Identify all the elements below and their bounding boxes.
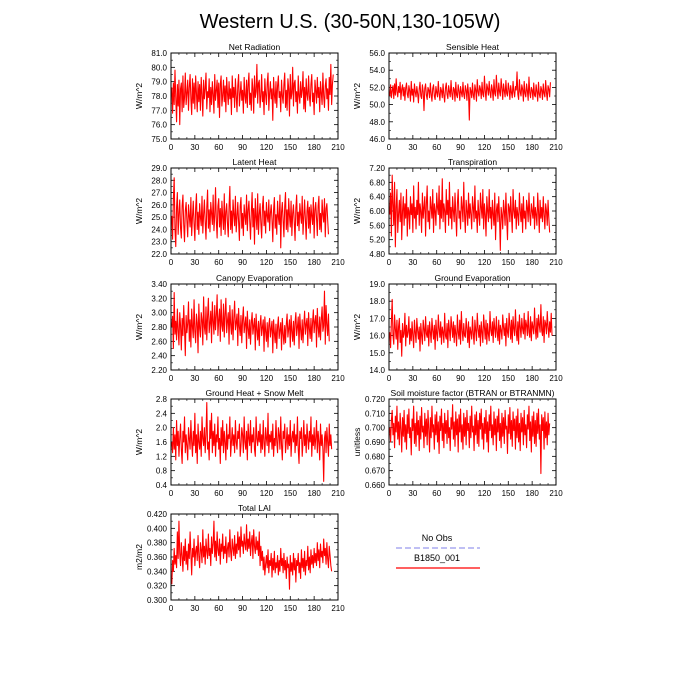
x-tick-label: 0 bbox=[386, 489, 392, 498]
x-tick-label: 30 bbox=[190, 489, 200, 498]
y-tick-label: 5.60 bbox=[369, 221, 385, 231]
x-tick-label: 0 bbox=[386, 143, 392, 152]
series-line-0 bbox=[172, 64, 333, 124]
x-tick-label: 30 bbox=[408, 258, 418, 267]
x-tick-label: 90 bbox=[238, 258, 248, 267]
panel-title: Canopy Evaporation bbox=[215, 273, 294, 283]
y-tick-label: 24.0 bbox=[151, 225, 167, 235]
x-tick-label: 30 bbox=[190, 143, 200, 152]
y-tick-label: 0.420 bbox=[146, 510, 167, 519]
x-tick-label: 90 bbox=[456, 143, 466, 152]
chart-panel-2 bbox=[134, 157, 345, 267]
y-tick-label: 4.80 bbox=[369, 250, 385, 259]
y-axis-label: W/m^2 bbox=[134, 428, 144, 456]
y-tick-label: 75.0 bbox=[151, 135, 167, 144]
y-tick-label: 3.00 bbox=[151, 308, 167, 318]
x-tick-label: 150 bbox=[283, 374, 297, 383]
y-tick-label: 0.4 bbox=[155, 481, 167, 490]
panel-title: Total LAI bbox=[237, 503, 272, 513]
series-line-0 bbox=[390, 175, 550, 250]
y-axis-label: W/m^2 bbox=[134, 313, 144, 341]
x-tick-label: 0 bbox=[386, 374, 392, 383]
chart-panel-0 bbox=[134, 42, 345, 152]
y-tick-label: 2.0 bbox=[155, 423, 167, 433]
x-tick-label: 120 bbox=[477, 258, 492, 267]
chart-panel-8 bbox=[134, 503, 345, 613]
x-tick-label: 210 bbox=[331, 374, 345, 383]
y-tick-label: 19.0 bbox=[369, 280, 385, 289]
y-tick-label: 3.40 bbox=[151, 280, 167, 289]
y-axis-label: m2/m2 bbox=[134, 544, 144, 570]
y-tick-label: 27.0 bbox=[151, 188, 167, 198]
series-line-0 bbox=[172, 178, 329, 248]
y-tick-label: 5.20 bbox=[369, 235, 385, 245]
series-line-0 bbox=[390, 72, 551, 120]
x-tick-label: 90 bbox=[238, 143, 248, 152]
chart-panel-7 bbox=[352, 388, 563, 498]
x-tick-label: 180 bbox=[525, 258, 539, 267]
y-tick-label: 2.80 bbox=[151, 323, 167, 332]
y-tick-label: 56.0 bbox=[369, 49, 385, 58]
y-tick-label: 0.690 bbox=[364, 438, 385, 447]
x-tick-label: 90 bbox=[238, 374, 248, 383]
x-tick-label: 0 bbox=[168, 374, 174, 383]
x-tick-label: 210 bbox=[331, 604, 345, 613]
y-tick-label: 6.40 bbox=[369, 192, 385, 202]
y-tick-label: 17.0 bbox=[369, 314, 385, 324]
x-tick-label: 0 bbox=[168, 489, 174, 498]
y-axis-label: W/m^2 bbox=[352, 82, 362, 110]
x-tick-label: 150 bbox=[501, 374, 515, 383]
y-axis-label: W/m^2 bbox=[352, 313, 362, 341]
x-tick-label: 30 bbox=[190, 604, 200, 613]
x-tick-label: 60 bbox=[432, 258, 442, 267]
legend bbox=[396, 533, 480, 568]
x-tick-label: 180 bbox=[525, 489, 539, 498]
y-tick-label: 23.0 bbox=[151, 237, 167, 247]
panel-title: Ground Heat + Snow Melt bbox=[205, 388, 304, 398]
y-tick-label: 1.6 bbox=[155, 438, 167, 447]
legend-label-model: B1850_001 bbox=[413, 553, 461, 563]
y-tick-label: 79.0 bbox=[151, 77, 167, 87]
y-tick-label: 77.0 bbox=[151, 106, 167, 116]
chart-panel-5 bbox=[352, 273, 563, 383]
y-tick-label: 1.2 bbox=[155, 452, 167, 462]
panel-title: Sensible Heat bbox=[446, 42, 499, 52]
panel-title: Transpiration bbox=[447, 157, 498, 167]
figure-title: Western U.S. (30-50N,130-105W) bbox=[199, 11, 501, 33]
x-tick-label: 120 bbox=[259, 258, 274, 267]
y-tick-label: 0.700 bbox=[364, 423, 385, 433]
chart-panel-6 bbox=[134, 388, 345, 498]
x-tick-label: 150 bbox=[501, 489, 515, 498]
panel-title: Ground Evaporation bbox=[434, 273, 511, 283]
x-tick-label: 60 bbox=[214, 604, 224, 613]
y-tick-label: 2.40 bbox=[151, 351, 167, 361]
x-tick-label: 210 bbox=[549, 374, 563, 383]
y-tick-label: 0.710 bbox=[364, 409, 385, 419]
y-tick-label: 14.0 bbox=[369, 366, 385, 375]
x-tick-label: 30 bbox=[190, 258, 200, 267]
x-tick-label: 60 bbox=[432, 143, 442, 152]
chart-panels bbox=[134, 42, 563, 613]
x-tick-label: 180 bbox=[307, 489, 321, 498]
y-tick-label: 80.0 bbox=[151, 63, 167, 73]
panel-title: Net Radiation bbox=[228, 42, 281, 52]
x-tick-label: 150 bbox=[501, 143, 515, 152]
y-tick-label: 26.0 bbox=[151, 200, 167, 210]
series-line-0 bbox=[390, 299, 552, 356]
y-tick-label: 0.680 bbox=[364, 452, 385, 462]
y-tick-label: 28.0 bbox=[151, 176, 167, 186]
chart-panel-1 bbox=[352, 42, 563, 152]
x-tick-label: 180 bbox=[307, 604, 321, 613]
y-axis-label: unitless bbox=[352, 427, 362, 457]
x-tick-label: 30 bbox=[190, 374, 200, 383]
x-tick-label: 0 bbox=[168, 258, 174, 267]
y-tick-label: 22.0 bbox=[151, 250, 167, 259]
x-tick-label: 180 bbox=[307, 143, 321, 152]
y-axis-label: W/m^2 bbox=[134, 197, 144, 225]
x-tick-label: 90 bbox=[456, 489, 466, 498]
x-tick-label: 60 bbox=[214, 258, 224, 267]
y-tick-label: 29.0 bbox=[151, 164, 167, 173]
x-tick-label: 90 bbox=[238, 604, 248, 613]
x-tick-label: 150 bbox=[283, 489, 297, 498]
x-tick-label: 90 bbox=[238, 489, 248, 498]
y-tick-label: 0.670 bbox=[364, 466, 385, 476]
x-tick-label: 90 bbox=[456, 258, 466, 267]
chart-panel-3 bbox=[352, 157, 563, 267]
y-tick-label: 0.8 bbox=[155, 466, 167, 476]
panel-title: Latent Heat bbox=[232, 157, 277, 167]
x-tick-label: 150 bbox=[283, 604, 297, 613]
x-tick-label: 0 bbox=[386, 258, 392, 267]
y-tick-label: 46.0 bbox=[369, 135, 385, 144]
y-tick-label: 0.720 bbox=[364, 395, 385, 404]
x-tick-label: 180 bbox=[525, 143, 539, 152]
y-tick-label: 76.0 bbox=[151, 120, 167, 130]
x-tick-label: 150 bbox=[283, 143, 297, 152]
y-tick-label: 0.400 bbox=[146, 524, 167, 534]
x-tick-label: 60 bbox=[214, 489, 224, 498]
x-tick-label: 210 bbox=[549, 258, 563, 267]
y-tick-label: 81.0 bbox=[151, 49, 167, 58]
y-tick-label: 2.20 bbox=[151, 366, 167, 375]
x-tick-label: 150 bbox=[501, 258, 515, 267]
x-tick-label: 120 bbox=[259, 374, 274, 383]
y-axis-label: W/m^2 bbox=[352, 197, 362, 225]
x-tick-label: 120 bbox=[259, 143, 274, 152]
y-tick-label: 2.8 bbox=[155, 395, 167, 404]
y-tick-label: 0.360 bbox=[146, 553, 167, 562]
x-tick-label: 210 bbox=[331, 143, 345, 152]
legend-label-obs: No Obs bbox=[421, 533, 453, 543]
x-tick-label: 60 bbox=[214, 374, 224, 383]
y-tick-label: 50.0 bbox=[369, 100, 385, 110]
x-tick-label: 0 bbox=[168, 604, 174, 613]
x-tick-label: 30 bbox=[408, 374, 418, 383]
series-line-0 bbox=[172, 291, 329, 356]
y-tick-label: 0.380 bbox=[146, 538, 167, 548]
y-tick-label: 78.0 bbox=[151, 92, 167, 101]
x-tick-label: 120 bbox=[259, 604, 274, 613]
y-tick-label: 0.340 bbox=[146, 567, 167, 577]
y-tick-label: 0.660 bbox=[364, 481, 385, 490]
y-tick-label: 16.0 bbox=[369, 331, 385, 341]
y-tick-label: 52.0 bbox=[369, 83, 385, 93]
x-tick-label: 120 bbox=[259, 489, 274, 498]
y-tick-label: 0.320 bbox=[146, 581, 167, 591]
x-tick-label: 180 bbox=[525, 374, 539, 383]
y-tick-label: 2.4 bbox=[155, 409, 167, 419]
y-tick-label: 54.0 bbox=[369, 66, 385, 76]
chart-panel-4 bbox=[134, 273, 345, 383]
x-tick-label: 120 bbox=[477, 374, 492, 383]
series-line-0 bbox=[172, 403, 332, 482]
x-tick-label: 180 bbox=[307, 374, 321, 383]
x-tick-label: 0 bbox=[168, 143, 174, 152]
y-tick-label: 2.60 bbox=[151, 337, 167, 347]
panel-title: Soil moisture factor (BTRAN or BTRANMN) bbox=[390, 388, 555, 398]
y-tick-label: 0.300 bbox=[146, 596, 167, 605]
x-tick-label: 30 bbox=[408, 489, 418, 498]
x-tick-label: 210 bbox=[549, 143, 563, 152]
x-tick-label: 90 bbox=[456, 374, 466, 383]
x-tick-label: 150 bbox=[283, 258, 297, 267]
x-tick-label: 210 bbox=[331, 489, 345, 498]
x-tick-label: 210 bbox=[549, 489, 563, 498]
x-tick-label: 60 bbox=[432, 489, 442, 498]
series-line-0 bbox=[172, 521, 332, 589]
x-tick-label: 120 bbox=[477, 143, 492, 152]
y-tick-label: 18.0 bbox=[369, 297, 385, 307]
y-tick-label: 48.0 bbox=[369, 117, 385, 127]
x-tick-label: 120 bbox=[477, 489, 492, 498]
x-tick-label: 210 bbox=[331, 258, 345, 267]
y-tick-label: 3.20 bbox=[151, 294, 167, 304]
y-axis-label: W/m^2 bbox=[134, 82, 144, 110]
x-tick-label: 180 bbox=[307, 258, 321, 267]
y-tick-label: 7.20 bbox=[369, 164, 385, 173]
y-tick-label: 25.0 bbox=[151, 213, 167, 223]
x-tick-label: 60 bbox=[214, 143, 224, 152]
x-tick-label: 30 bbox=[408, 143, 418, 152]
y-tick-label: 6.80 bbox=[369, 178, 385, 188]
x-tick-label: 60 bbox=[432, 374, 442, 383]
y-tick-label: 15.0 bbox=[369, 348, 385, 358]
series-line-0 bbox=[390, 405, 550, 474]
y-tick-label: 6.00 bbox=[369, 207, 385, 216]
